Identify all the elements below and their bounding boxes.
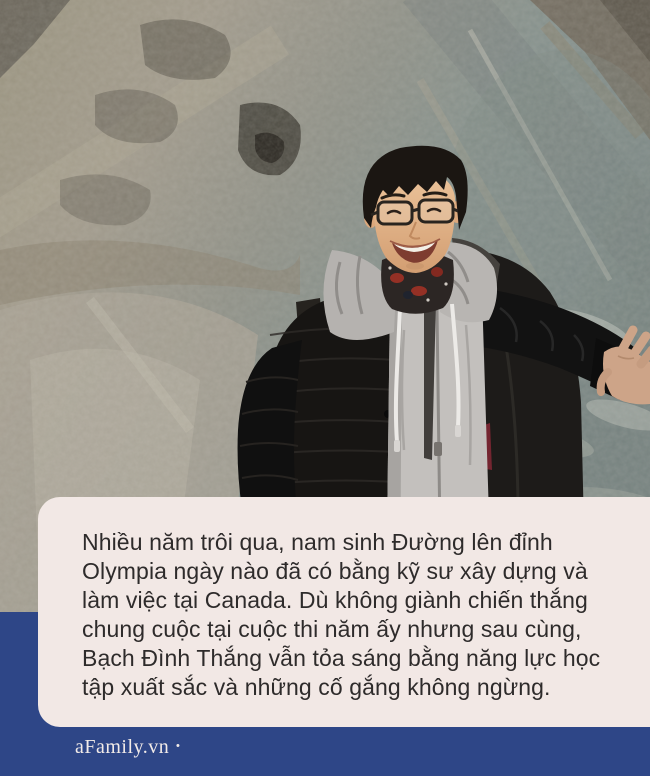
dot-separator-icon: • bbox=[176, 740, 180, 752]
caption-line: chung cuộc tại cuộc thi năm ấy nhưng sau cùng, bbox=[82, 616, 582, 642]
caption-line: làm việc tại Canada. Dù không giành chiến thắng bbox=[82, 587, 588, 613]
caption-line: Bạch Đình Thắng vẫn tỏa sáng bằng năng lực học bbox=[82, 645, 601, 671]
footer bbox=[0, 727, 650, 776]
caption-line: Nhiều năm trôi qua, nam sinh Đường lên đỉnh bbox=[82, 529, 553, 555]
caption-box bbox=[38, 497, 650, 727]
caption-line: tập xuất sắc và những cố gắng không ngừng. bbox=[82, 674, 551, 700]
brand-logo: aFamily.vn bbox=[75, 736, 170, 758]
caption-line: Olympia ngày nào đã có bằng kỹ sư xây dựng và bbox=[82, 558, 588, 584]
